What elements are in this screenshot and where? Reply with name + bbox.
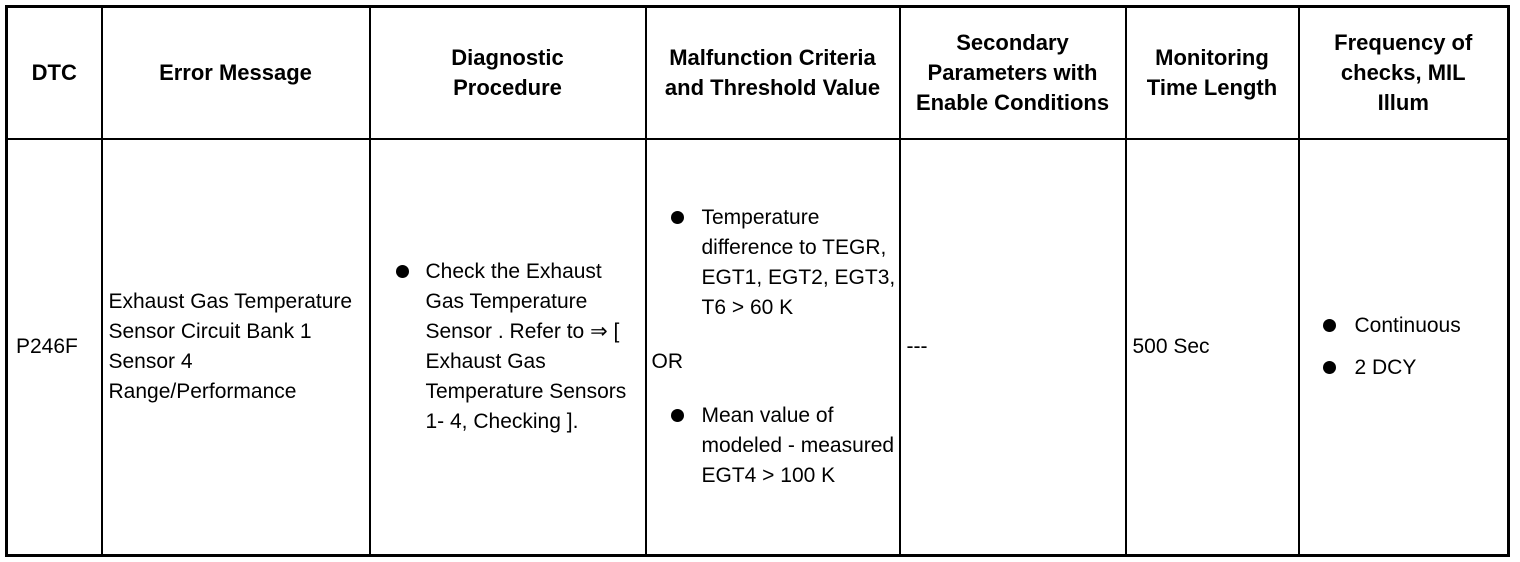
cell-malfunction-criteria bbox=[646, 139, 900, 556]
list-item bbox=[1300, 311, 1508, 341]
error-message-text: Exhaust Gas Temperature Sensor Circuit Bank 1 Sensor 4 Range/Performance bbox=[108, 290, 353, 403]
frequency-text-1: Continuous bbox=[1354, 314, 1461, 337]
criteria-item-2 bbox=[647, 401, 899, 491]
list-item bbox=[371, 257, 645, 437]
cell-secondary-parameters bbox=[900, 139, 1126, 556]
cell-error-message bbox=[102, 139, 370, 556]
frequency-list bbox=[1300, 311, 1508, 383]
header-frequency: Frequency of checks, MIL Illum bbox=[1299, 7, 1509, 140]
header-diagnostic-procedure: Diagnostic Procedure bbox=[370, 7, 646, 140]
dtc-code: P246F bbox=[16, 335, 78, 358]
cell-dtc bbox=[7, 139, 102, 556]
header-secondary-parameters: Secondary Parameters with Enable Conditions bbox=[900, 7, 1126, 140]
header-error-message: Error Message bbox=[102, 7, 370, 140]
secondary-parameters-text: --- bbox=[906, 335, 928, 358]
criteria-text-2: Mean value of modeled - measured EGT4 > 100 K bbox=[701, 404, 895, 487]
procedure-text: Check the Exhaust Gas Temperature Sensor . Refer to ⇒ [ Exhaust Gas Temperature Sensors 1- 4, Checking ]. bbox=[425, 260, 627, 433]
header-malfunction-criteria: Malfunction Criteria and Threshold Value bbox=[646, 7, 900, 140]
list-item bbox=[1300, 353, 1508, 383]
criteria-item-1 bbox=[647, 203, 899, 323]
bullet-icon bbox=[1323, 319, 1336, 332]
header-monitoring-time: Monitoring Time Length bbox=[1126, 7, 1299, 140]
table-row bbox=[7, 139, 1509, 556]
bullet-icon bbox=[671, 409, 684, 422]
bullet-icon bbox=[1323, 361, 1336, 374]
header-dtc: DTC bbox=[7, 7, 102, 140]
procedure-list bbox=[371, 257, 645, 437]
cell-diagnostic-procedure bbox=[370, 139, 646, 556]
bullet-icon bbox=[396, 265, 409, 278]
criteria-text-1: Temperature difference to TEGR, EGT1, EGT2, EGT3, T6 > 60 K bbox=[701, 206, 896, 319]
monitoring-time-text: 500 Sec bbox=[1132, 335, 1210, 358]
dtc-table bbox=[5, 5, 1510, 557]
cell-frequency bbox=[1299, 139, 1509, 556]
cell-monitoring-time bbox=[1126, 139, 1299, 556]
header-row bbox=[7, 7, 1509, 140]
criteria-or: OR bbox=[651, 350, 683, 373]
frequency-text-2: 2 DCY bbox=[1354, 356, 1417, 379]
bullet-icon bbox=[671, 211, 684, 224]
